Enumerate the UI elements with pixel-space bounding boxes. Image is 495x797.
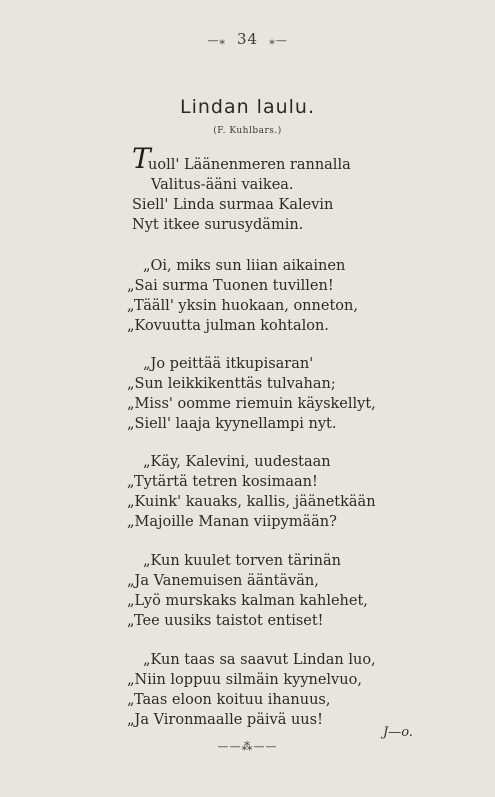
page-header <box>0 30 495 48</box>
drop-cap: T <box>132 142 151 175</box>
poem-line: „Kovuutta julman kohtalon. <box>127 318 329 334</box>
end-ornament: ——⁂—— <box>217 740 278 753</box>
poem-title: Lindan laulu. <box>179 96 315 118</box>
poem-line: „Tytärtä tetren kosimaan! <box>127 474 318 490</box>
poem-line: „Jo peittää itkupisaran' <box>143 356 314 372</box>
poem-line: „Sun leikkikenttäs tulvahan; <box>127 376 336 392</box>
poem-line: „Taas eloon koituu ihanuus, <box>127 692 331 708</box>
poem-line: Valitus-ääni vaikea. <box>151 177 294 193</box>
poem-line: „Käy, Kalevini, uudestaan <box>143 454 331 470</box>
poem-line: „Lyö murskaks kalman kahlehet, <box>127 593 368 609</box>
poem-line: „Kuink' kauaks, kallis, jäänetkään <box>127 494 376 510</box>
poem-line: „Sai surma Tuonen tuvillen! <box>127 278 334 294</box>
poem-line: „Tee uusiks taistot entiset! <box>127 613 324 629</box>
poem-line: „Kun kuulet torven tärinän <box>143 553 342 569</box>
poem-line: „Niin loppuu silmäin kyynelvuo, <box>127 672 362 688</box>
poem-line: „Ja Vironmaalle päivä uus! <box>127 712 323 728</box>
header-ornament-right: ⁎— <box>269 34 288 47</box>
poem-line: „Oi, miks sun liian aikainen <box>143 258 346 274</box>
page-number: 34 <box>236 30 259 48</box>
poem-line: T uoll' Läänenmeren rannalla <box>132 142 351 175</box>
poem-line: „Tääll' yksin huokaan, onneton, <box>127 298 358 314</box>
poem-line: „Miss' oomme riemuin käyskellyt, <box>127 396 376 412</box>
poem-line: Siell' Linda surmaa Kalevin <box>132 197 334 213</box>
poem-line: „Majoille Manan viipymään? <box>127 514 337 530</box>
poem-line: Nyt itkee surusydämin. <box>132 217 304 233</box>
poem-line: „Ja Vanemuisen ääntävän, <box>127 573 319 589</box>
poem-line: „Kun taas sa saavut Lindan luo, <box>143 652 376 668</box>
poem-line: „Siell' laaja kyynellampi nyt. <box>127 416 337 432</box>
poem-author: (F. Kuhlbars.) <box>213 126 282 136</box>
header-ornament-left: —⁎ <box>207 34 226 47</box>
signature: J—o. <box>383 725 413 740</box>
